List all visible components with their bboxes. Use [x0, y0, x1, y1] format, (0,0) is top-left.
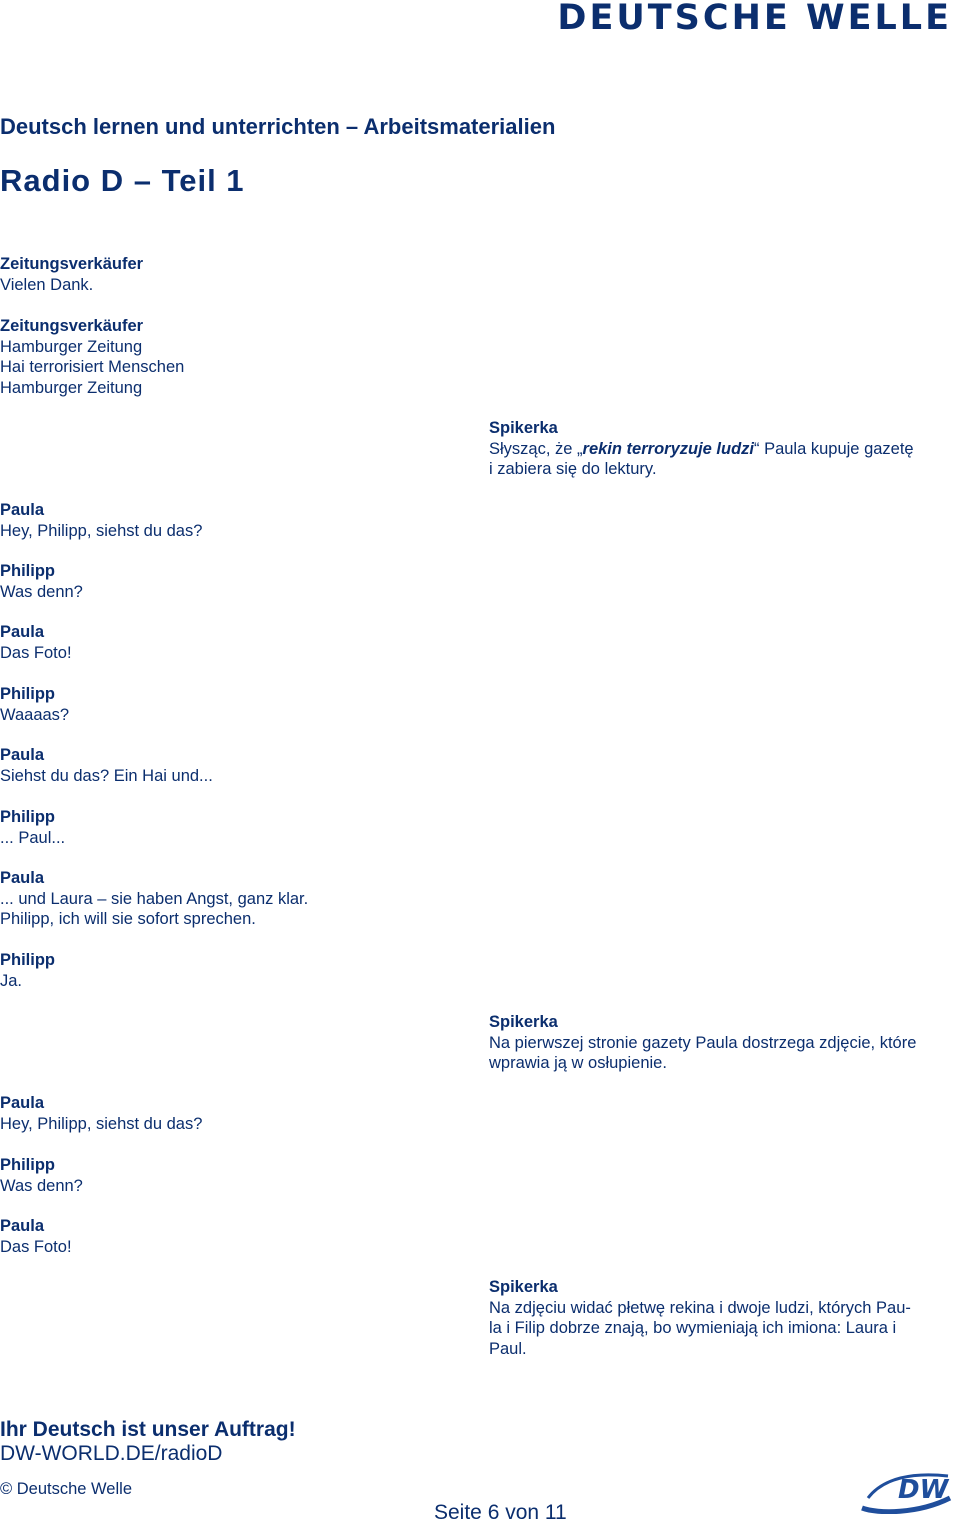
dialogue-line: Hamburger Zeitung — [0, 378, 143, 397]
narration-text: “ Paula kupuje gazetę — [754, 439, 914, 458]
speaker-name: Spikerka — [489, 419, 558, 437]
dialogue-turn — [0, 684, 470, 725]
narration-line: la i Filip dobrze znają, bo wymieniają ich imiona: Laura i — [489, 1319, 897, 1337]
dialogue-turn — [0, 950, 470, 991]
speaker-name: Spikerka — [489, 1278, 558, 1296]
footer-claim: Ihr Deutsch ist unser Auftrag! — [0, 1418, 296, 1441]
narration-text: Słysząc, że „ — [489, 439, 583, 458]
dialogue-turn — [0, 745, 470, 786]
dialogue-line: Was denn? — [0, 582, 83, 601]
speaker-name: Zeitungsverkäufer — [0, 317, 144, 335]
speaker-name: Zeitungsverkäufer — [0, 255, 144, 273]
dialogue-line: ... Paul... — [0, 828, 66, 847]
dialogue-line: Hey, Philipp, siehst du das? — [0, 1114, 203, 1133]
dialogue-line: Das Foto! — [0, 1237, 72, 1256]
narration-block — [489, 418, 953, 480]
dialogue-turn — [0, 316, 470, 398]
dialogue-line: Hey, Philipp, siehst du das? — [0, 521, 203, 540]
narration-block — [489, 1277, 953, 1359]
narration-line: Paul. — [489, 1339, 527, 1358]
speaker-name: Philipp — [0, 562, 55, 580]
speaker-name: Philipp — [0, 808, 55, 826]
dialogue-turn — [0, 868, 470, 930]
page-number: Seite 6 von 11 — [434, 1501, 567, 1522]
speaker-name: Paula — [0, 746, 45, 764]
speaker-name: Paula — [0, 869, 45, 887]
dialogue-line: Vielen Dank. — [0, 275, 94, 294]
dialogue-turn — [0, 1093, 470, 1134]
svg-text:DW: DW — [898, 1475, 949, 1505]
dialogue-turn — [0, 1216, 470, 1257]
brand-wordmark: DEUTSCHE WELLE — [557, 0, 952, 38]
speaker-name: Paula — [0, 501, 45, 519]
dialogue-line: Waaaas? — [0, 705, 70, 724]
dialogue-turn — [0, 500, 470, 541]
document-title: Radio D – Teil 1 — [0, 163, 245, 198]
footer-copyright: © Deutsche Welle — [0, 1480, 132, 1498]
narration-line: wprawia ją w osłupienie. — [489, 1054, 667, 1072]
narration-line: Na zdjęciu widać płetwę rekina i dwoje ludzi, których Pau- — [489, 1298, 911, 1317]
dialogue-line: Philipp, ich will sie sofort sprechen. — [0, 910, 256, 928]
speaker-name: Paula — [0, 1094, 45, 1112]
dialogue-line: Ja. — [0, 971, 23, 990]
speaker-name: Philipp — [0, 951, 55, 969]
document-subtitle: Deutsch lernen und unterrichten – Arbeitsmaterialien — [0, 114, 556, 139]
footer-url[interactable]: DW-WORLD.DE/radioD — [0, 1442, 223, 1465]
dialogue-turn — [0, 561, 470, 602]
dialogue-line: ... und Laura – sie haben Angst, ganz klar. — [0, 889, 309, 908]
narration-block — [489, 1012, 953, 1074]
dialogue-turn — [0, 1155, 470, 1196]
narration-line: Na pierwszej stronie gazety Paula dostrzega zdjęcie, które — [489, 1033, 917, 1052]
dialogue-turn — [0, 254, 470, 295]
speaker-name: Spikerka — [489, 1013, 558, 1031]
dialogue-line: Hai terrorisiert Menschen — [0, 358, 185, 376]
speaker-name: Paula — [0, 623, 45, 641]
emphasis-text: rekin terroryzuje ludzi — [582, 439, 754, 458]
speaker-name: Philipp — [0, 1156, 55, 1174]
dialogue-turn — [0, 622, 470, 663]
dialogue-turn — [0, 807, 470, 848]
narration-line: i zabiera się do lektury. — [489, 460, 657, 478]
dialogue-line: Siehst du das? Ein Hai und... — [0, 766, 213, 785]
narration-line — [489, 439, 953, 460]
speaker-name: Philipp — [0, 685, 55, 703]
dialogue-line: Das Foto! — [0, 643, 72, 662]
dw-logo-icon — [858, 1468, 954, 1514]
speaker-name: Paula — [0, 1217, 45, 1235]
dialogue-line: Was denn? — [0, 1176, 83, 1195]
dialogue-line: Hamburger Zeitung — [0, 337, 143, 356]
